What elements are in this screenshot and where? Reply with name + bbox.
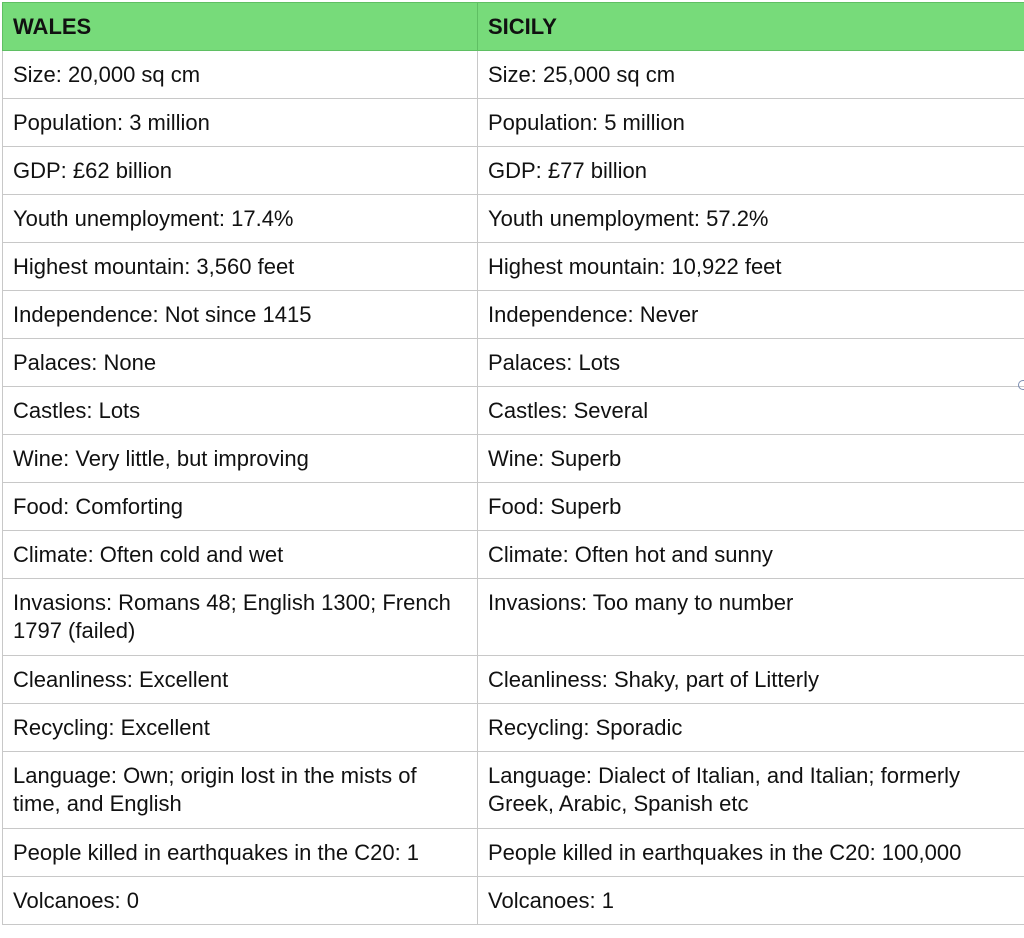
table-row xyxy=(3,339,1024,387)
table-row xyxy=(3,579,1024,656)
cell-sicily: GDP: £77 billion xyxy=(478,147,1024,195)
table-row xyxy=(3,387,1024,435)
cell-wales: Cleanliness: Excellent xyxy=(3,656,478,704)
table-row xyxy=(3,829,1024,877)
cell-sicily: Invasions: Too many to number xyxy=(478,579,1024,656)
table-row xyxy=(3,435,1024,483)
table-row xyxy=(3,656,1024,704)
cell-wales: Invasions: Romans 48; English 1300; French 1797 (failed) xyxy=(3,579,478,656)
table-row xyxy=(3,877,1024,925)
table-row xyxy=(3,243,1024,291)
table-row xyxy=(3,752,1024,829)
cell-sicily: Cleanliness: Shaky, part of Litterly xyxy=(478,656,1024,704)
cell-wales: Palaces: None xyxy=(3,339,478,387)
table-row xyxy=(3,195,1024,243)
header-row xyxy=(3,3,1024,51)
cell-sicily: Climate: Often hot and sunny xyxy=(478,531,1024,579)
table-row xyxy=(3,51,1024,99)
cell-wales: GDP: £62 billion xyxy=(3,147,478,195)
table-row xyxy=(3,99,1024,147)
cell-wales: Food: Comforting xyxy=(3,483,478,531)
cell-wales: Climate: Often cold and wet xyxy=(3,531,478,579)
cell-sicily: Size: 25,000 sq cm xyxy=(478,51,1024,99)
cell-wales: Youth unemployment: 17.4% xyxy=(3,195,478,243)
cell-wales: Population: 3 million xyxy=(3,99,478,147)
cell-sicily: Volcanoes: 1 xyxy=(478,877,1024,925)
table-row xyxy=(3,531,1024,579)
cell-sicily: People killed in earthquakes in the C20: 100,000 xyxy=(478,829,1024,877)
table-row xyxy=(3,704,1024,752)
cell-wales: Recycling: Excellent xyxy=(3,704,478,752)
cell-sicily: Recycling: Sporadic xyxy=(478,704,1024,752)
cell-wales: Highest mountain: 3,560 feet xyxy=(3,243,478,291)
cell-sicily: Population: 5 million xyxy=(478,99,1024,147)
cell-sicily: Palaces: Lots xyxy=(478,339,1024,387)
cell-sicily: Food: Superb xyxy=(478,483,1024,531)
table-row xyxy=(3,147,1024,195)
cell-wales: Independence: Not since 1415 xyxy=(3,291,478,339)
comparison-table xyxy=(2,2,1024,925)
cell-sicily: Wine: Superb xyxy=(478,435,1024,483)
cell-wales: Wine: Very little, but improving xyxy=(3,435,478,483)
cell-wales: Size: 20,000 sq cm xyxy=(3,51,478,99)
column-resize-handle-icon[interactable] xyxy=(1018,380,1024,390)
cell-wales: Castles: Lots xyxy=(3,387,478,435)
cell-sicily: Highest mountain: 10,922 feet xyxy=(478,243,1024,291)
table-row xyxy=(3,483,1024,531)
table-row xyxy=(3,291,1024,339)
cell-sicily: Language: Dialect of Italian, and Italian; formerly Greek, Arabic, Spanish etc xyxy=(478,752,1024,829)
header-wales: WALES xyxy=(3,3,478,51)
cell-wales: Volcanoes: 0 xyxy=(3,877,478,925)
cell-sicily: Castles: Several xyxy=(478,387,1024,435)
cell-sicily: Youth unemployment: 57.2% xyxy=(478,195,1024,243)
cell-wales: Language: Own; origin lost in the mists of time, and English xyxy=(3,752,478,829)
header-sicily: SICILY xyxy=(478,3,1024,51)
cell-sicily: Independence: Never xyxy=(478,291,1024,339)
cell-wales: People killed in earthquakes in the C20: 1 xyxy=(3,829,478,877)
